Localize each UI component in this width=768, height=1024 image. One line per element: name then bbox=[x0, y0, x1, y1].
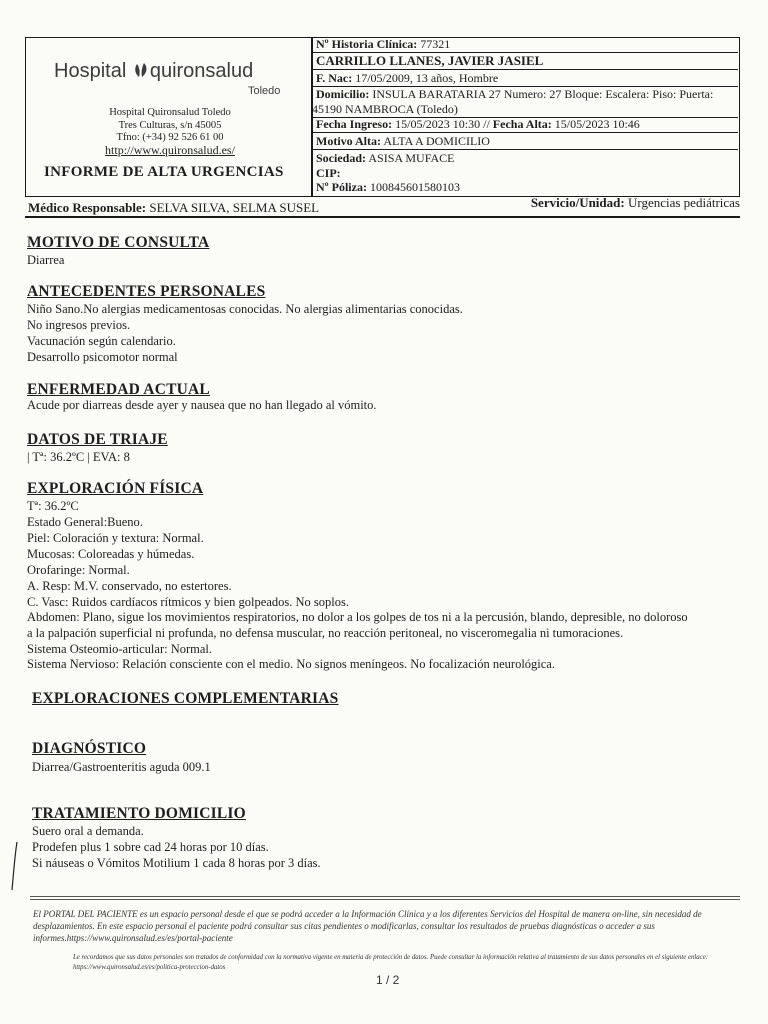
section-title-diagnostico: DIAGNÓSTICO bbox=[32, 740, 147, 757]
row-divider bbox=[312, 149, 738, 150]
exploracion-line: Sistema Nervioso: Relación consciente con el medio. No signos meníngeos. No focalización neurológica. bbox=[27, 657, 555, 671]
row-divider bbox=[312, 69, 738, 70]
servicio-unidad bbox=[531, 195, 740, 211]
privacy-note: Le recordamos que sus datos personales son tratados de conformidad con la normativa vigente en materia de protección de datos. Puede consultar la información relativa al tratamiento de sus datos personales en el siguiente enlace: https://www.quironsalud.es/es/politica-proteccion-datos bbox=[73, 954, 708, 971]
domicilio-value-2: 45190 NAMBROCA (Toledo) bbox=[312, 102, 458, 116]
header-bottom-rule bbox=[25, 216, 740, 218]
section-title-motivo: MOTIVO DE CONSULTA bbox=[27, 234, 210, 251]
hospital-name: Hospital Quironsalud Toledo bbox=[109, 107, 231, 118]
motivo-alta-field bbox=[316, 134, 490, 149]
section-title-exploracion: EXPLORACIÓN FÍSICA bbox=[27, 480, 204, 497]
section-title-triaje: DATOS DE TRIAJE bbox=[27, 431, 168, 448]
footer-rule bbox=[30, 899, 740, 900]
exploracion-line: Abdomen: Plano, sigue los movimientos respiratorios, no dolor a los golpes de tos ni a la percusión, blando, depresible, no doloroso bbox=[27, 610, 688, 624]
cip-field bbox=[316, 166, 341, 181]
portal-paciente-note: El PORTAL DEL PACIENTE es un espacio personal desde el que se podrá acceder a la Información Clínica y a los diferentes Servicios del Hospital de manera on-line, sin necesidad de desplazamientos. En este espacio personal el paciente podrá consultar sus citas pendientes o modificarlas, consultar los resultados de pruebas diagnósticas o acceder a sus informes.https://www.quironsalud.es/es/portal-paciente bbox=[33, 909, 702, 943]
medico-responsable bbox=[28, 200, 319, 216]
logo-brand-word: quironsalud bbox=[149, 60, 254, 82]
poliza-label: Nº Póliza: bbox=[316, 180, 367, 194]
report-title: INFORME DE ALTA URGENCIAS bbox=[44, 164, 284, 180]
section-title-tratamiento: TRATAMIENTO DOMICILIO bbox=[32, 805, 246, 822]
medico-label: Médico Responsable: bbox=[28, 200, 147, 215]
antecedentes-line: Vacunación según calendario. bbox=[27, 334, 176, 348]
page-number: 1 / 2 bbox=[376, 973, 400, 987]
exploracion-line: Sistema Osteomio-articular: Normal. bbox=[27, 642, 213, 656]
historia-field bbox=[316, 37, 450, 52]
medico-value: SELVA SILVA, SELMA SUSEL bbox=[149, 200, 320, 215]
hospital-phone: Tfno: (+34) 92 526 61 00 bbox=[116, 132, 224, 143]
motivo-alta-label: Motivo Alta: bbox=[316, 134, 381, 148]
poliza-value: 100845601580103 bbox=[369, 180, 460, 194]
fechas-field bbox=[316, 117, 640, 132]
exploracion-line: Piel: Coloración y textura: Normal. bbox=[27, 531, 204, 545]
fnac-label: F. Nac: bbox=[316, 71, 353, 85]
handwritten-margin-mark bbox=[8, 840, 20, 892]
historia-label: Nº Historia Clínica: bbox=[316, 37, 418, 51]
logo-city: Toledo bbox=[248, 85, 281, 97]
exploracion-line: Mucosas: Coloreadas y húmedas. bbox=[27, 547, 195, 561]
hospital-logo bbox=[54, 60, 253, 83]
sociedad-value: ASISA MUFACE bbox=[368, 151, 455, 165]
section-title-antecedentes: ANTECEDENTES PERSONALES bbox=[27, 283, 266, 300]
hospital-url-link[interactable]: http://www.quironsalud.es/ bbox=[105, 143, 235, 157]
historia-value: 77321 bbox=[420, 37, 451, 51]
alta-label: Fecha Alta: bbox=[492, 117, 552, 131]
domicilio-value-1: INSULA BARATARIA 27 Numero: 27 Bloque: Escalera: Piso: Puerta: bbox=[372, 87, 714, 101]
fnac-field bbox=[316, 71, 498, 86]
row-divider bbox=[312, 132, 738, 133]
domicilio-field bbox=[316, 87, 713, 102]
quironsalud-leaf-icon bbox=[134, 62, 148, 79]
fnac-value: 17/05/2009, 13 años, Hombre bbox=[355, 71, 499, 85]
logo-hospital-word: Hospital bbox=[54, 60, 127, 82]
exploracion-line: a la palpación superficial ni profunda, no defensa muscular, no reacción peritoneal, no visceromegalia ni tumoraciones. bbox=[27, 626, 624, 640]
servicio-label: Servicio/Unidad: bbox=[530, 195, 625, 210]
section-title-complementarias: EXPLORACIONES COMPLEMENTARIAS bbox=[32, 690, 339, 707]
motivo-alta-value: ALTA A DOMICILIO bbox=[383, 134, 490, 148]
exploracion-line: A. Resp: M.V. conservado, no estertores. bbox=[27, 579, 232, 593]
tratamiento-line: Prodefen plus 1 sobre cad 24 horas por 10 días. bbox=[32, 840, 269, 854]
footer-rule bbox=[30, 896, 740, 897]
ingreso-label: Fecha Ingreso: bbox=[316, 117, 393, 131]
antecedentes-line: Desarrollo psicomotor normal bbox=[27, 350, 178, 364]
triaje-line: | Tª: 36.2ºC | EVA: 8 bbox=[27, 450, 130, 464]
domicilio-label: Domicilio: bbox=[316, 87, 370, 101]
servicio-value: Urgencias pediátricas bbox=[627, 195, 740, 210]
patient-name: CARRILLO LLANES, JAVIER JASIEL bbox=[316, 53, 544, 68]
sociedad-field bbox=[316, 151, 455, 166]
poliza-field bbox=[316, 180, 460, 195]
sociedad-label: Sociedad: bbox=[316, 151, 367, 165]
exploracion-line: C. Vasc: Ruidos cardíacos rítmicos y bien golpeados. No soplos. bbox=[27, 595, 349, 609]
enfermedad-line: Acude por diarreas desde ayer y nausea que no han llegado al vómito. bbox=[27, 398, 377, 412]
hospital-street: Tres Culturas, s/n 45005 bbox=[118, 120, 222, 131]
section-title-enfermedad: ENFERMEDAD ACTUAL bbox=[27, 381, 210, 398]
antecedentes-line: Niño Sano.No alergias medicamentosas conocidas. No alergias alimentarias conocidas. bbox=[27, 302, 463, 316]
ingreso-value: 15/05/2023 10:30 // bbox=[395, 117, 490, 131]
antecedentes-line: No ingresos previos. bbox=[27, 318, 131, 332]
tratamiento-line: Si náuseas o Vómitos Motilium 1 cada 8 horas por 3 días. bbox=[32, 856, 321, 870]
exploracion-line: Tª: 36.2ºC bbox=[27, 499, 79, 513]
tratamiento-line: Suero oral a demanda. bbox=[32, 824, 144, 838]
diagnostico-line: Diarrea/Gastroenteritis aguda 009.1 bbox=[32, 760, 211, 774]
motivo-line: Diarrea bbox=[27, 253, 65, 267]
alta-value: 15/05/2023 10:46 bbox=[554, 117, 640, 131]
exploracion-line: Estado General:Bueno. bbox=[27, 515, 143, 529]
cip-label: CIP: bbox=[316, 166, 341, 180]
exploracion-line: Orofaringe: Normal. bbox=[27, 563, 130, 577]
